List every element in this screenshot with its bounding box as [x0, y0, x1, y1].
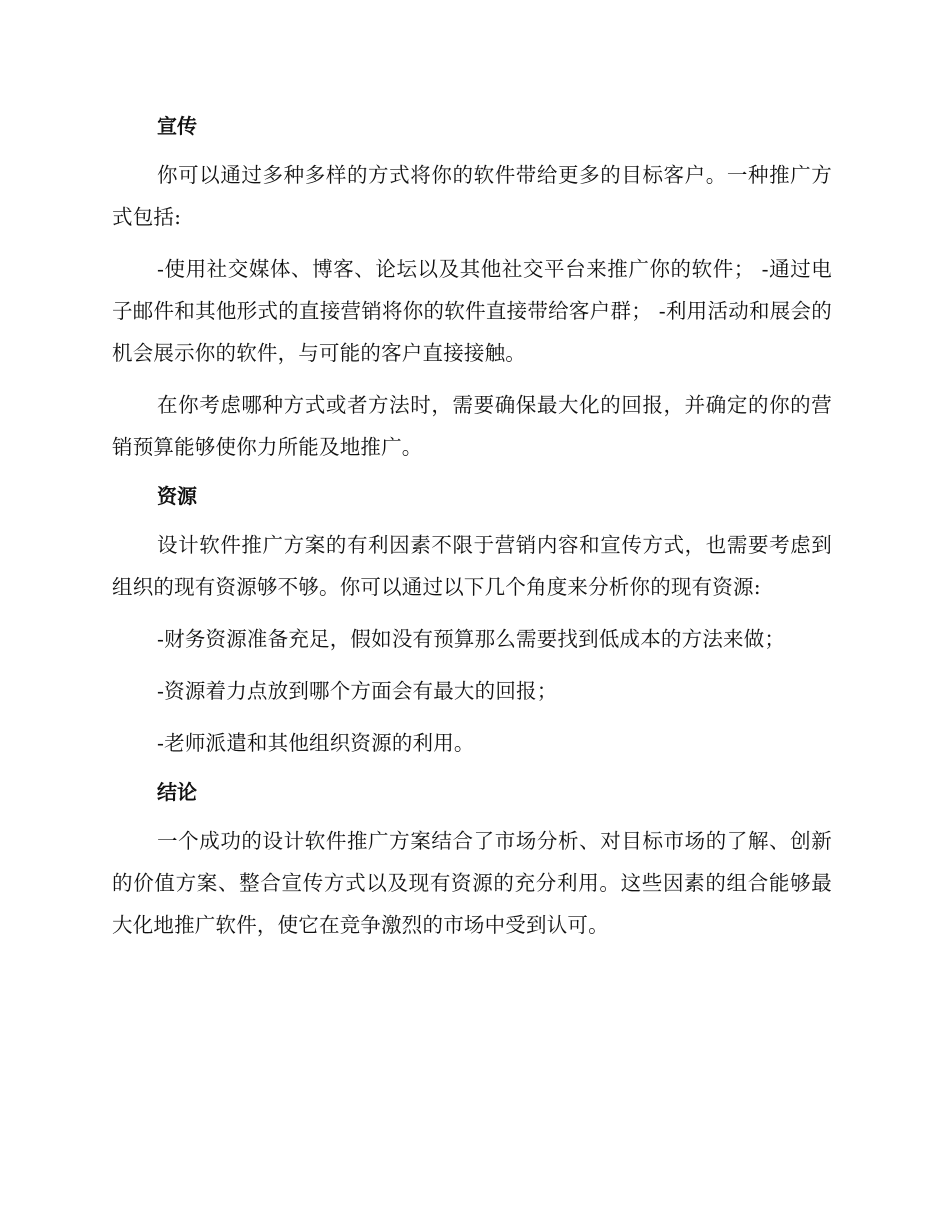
paragraph: 在你考虑哪种方式或者方法时，需要确保最大化的回报，并确定的你的营销预算能够使你力所能及地推广。 [112, 393, 832, 459]
paragraph: 你可以通过多种多样的方式将你的软件带给更多的目标客户。一种推广方式包括: [112, 163, 832, 229]
section-heading-resources: 资源 [157, 484, 197, 508]
paragraph: -使用社交媒体、博客、论坛以及其他社交平台来推广你的软件； -通过电子邮件和其他形式的直接营销将你的软件直接带给客户群； -利用活动和展会的机会展示你的软件，与可能的客户直接接触。 [112, 257, 832, 365]
section-heading-conclusion: 结论 [157, 780, 197, 804]
document-body [112, 108, 832, 956]
list-item: -老师派遣和其他组织资源的利用。 [157, 731, 475, 755]
paragraph: 一个成功的设计软件推广方案结合了市场分析、对目标市场的了解、创新的价值方案、整合宣传方式以及现有资源的充分利用。这些因素的组合能够最大化地推广软件，使它在竞争激烈的市场中受到认可。 [112, 829, 832, 937]
list-item: -资源着力点放到哪个方面会有最大的回报； [157, 679, 558, 703]
section-heading-promotion: 宣传 [157, 114, 197, 138]
list-item: -财务资源准备充足，假如没有预算那么需要找到低成本的方法来做； [157, 627, 786, 651]
paragraph: 设计软件推广方案的有利因素不限于营销内容和宣传方式，也需要考虑到组织的现有资源够不够。你可以通过以下几个角度来分析你的现有资源: [112, 533, 832, 599]
